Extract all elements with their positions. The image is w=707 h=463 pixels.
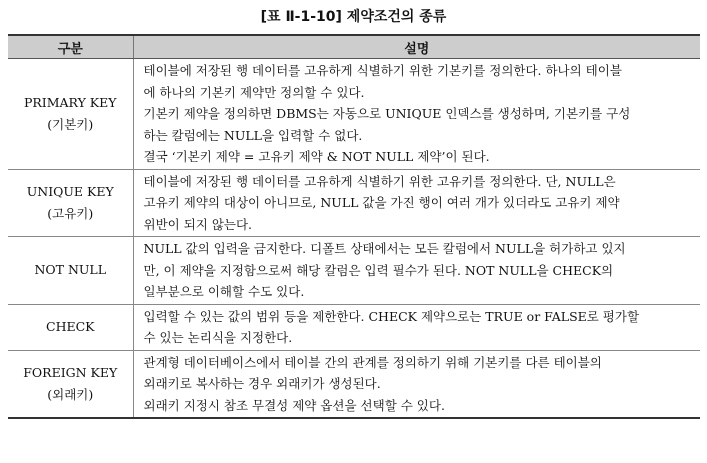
- description-line: 외래키 지정시 참조 무결성 제약 옵션을 선택할 수 있다.: [143, 397, 445, 413]
- description-line: 결국 ‘기본키 제약 = 고유키 제약 & NOT NULL 제약’이 된다.: [143, 149, 490, 164]
- description-cell: [133, 350, 700, 418]
- description-line: 입력할 수 있는 값의 범위 등을 제한한다. CHECK 제약으로는 TRUE or FALSE로 평가할: [143, 308, 640, 324]
- description-line: 에 하나의 기본키 제약만 정의할 수 있다.: [143, 84, 365, 100]
- table-row: [8, 169, 700, 237]
- type-name: NOT NULL: [34, 262, 107, 278]
- category-cell: [8, 169, 133, 237]
- description-line: 만, 이 제약을 지정함으로써 해당 칼럼은 입력 필수가 된다. NOT NULL을 CHECK의: [143, 262, 614, 278]
- description-line: NULL 값의 입력을 금지한다. 디폴트 상태에서는 모든 칼럼에서 NULL을 허가하고 있지: [143, 241, 626, 256]
- description-cell: [133, 237, 700, 305]
- category-cell: [8, 59, 133, 170]
- category-cell: [8, 237, 133, 305]
- table-caption: [표 Ⅱ-1-10] 제약조건의 종류: [260, 9, 447, 25]
- description-line: 위반이 되지 않는다.: [143, 216, 253, 232]
- description-line: 일부분으로 이해할 수도 있다.: [143, 284, 305, 299]
- type-korean: (외래키): [47, 386, 94, 402]
- description-cell: [133, 59, 700, 170]
- type-name: PRIMARY KEY: [23, 94, 117, 110]
- description-cell: [133, 304, 700, 350]
- type-name: CHECK: [46, 319, 95, 334]
- constraints-table: [8, 34, 700, 419]
- description-line: 관계형 데이터베이스에서 테이블 간의 관계를 정의하기 위해 기본키를 다른 테이블의: [143, 354, 602, 370]
- table-row: [8, 237, 700, 305]
- description-line: 외래키로 복사하는 경우 외래키가 생성된다.: [143, 376, 381, 391]
- description-line: 테이블에 저장된 행 데이터를 고유하게 식별하기 위한 기본키를 정의한다. 하나의 테이블: [143, 63, 622, 78]
- description-line: 테이블에 저장된 행 데이터를 고유하게 식별하기 위한 고유키를 정의한다. 단, NULL은: [143, 173, 616, 189]
- description-line: 수 있는 논리식을 지정한다.: [143, 330, 293, 345]
- description-cell: [133, 169, 700, 237]
- table-row: [8, 350, 700, 418]
- type-korean: (기본키): [47, 116, 94, 132]
- type-name: UNIQUE KEY: [26, 183, 114, 199]
- type-name: FOREIGN KEY: [23, 364, 118, 380]
- description-line: 고유키 제약의 대상이 아니므로, NULL 값을 가진 행이 여러 개가 있더라도 고유키 제약: [143, 195, 620, 210]
- table-row: [8, 59, 700, 170]
- category-cell: [8, 304, 133, 350]
- category-cell: [8, 350, 133, 418]
- description-line: 하는 칼럼에는 NULL을 입력할 수 없다.: [143, 127, 363, 143]
- type-korean: (고유키): [47, 205, 94, 221]
- header-category: 구분: [8, 35, 133, 59]
- header-description: 설명: [133, 35, 700, 59]
- header-row: [8, 35, 700, 59]
- description-line: 기본키 제약을 정의하면 DBMS는 자동으로 UNIQUE 인덱스를 생성하며, 기본키를 구성: [143, 106, 631, 121]
- table-row: [8, 304, 700, 350]
